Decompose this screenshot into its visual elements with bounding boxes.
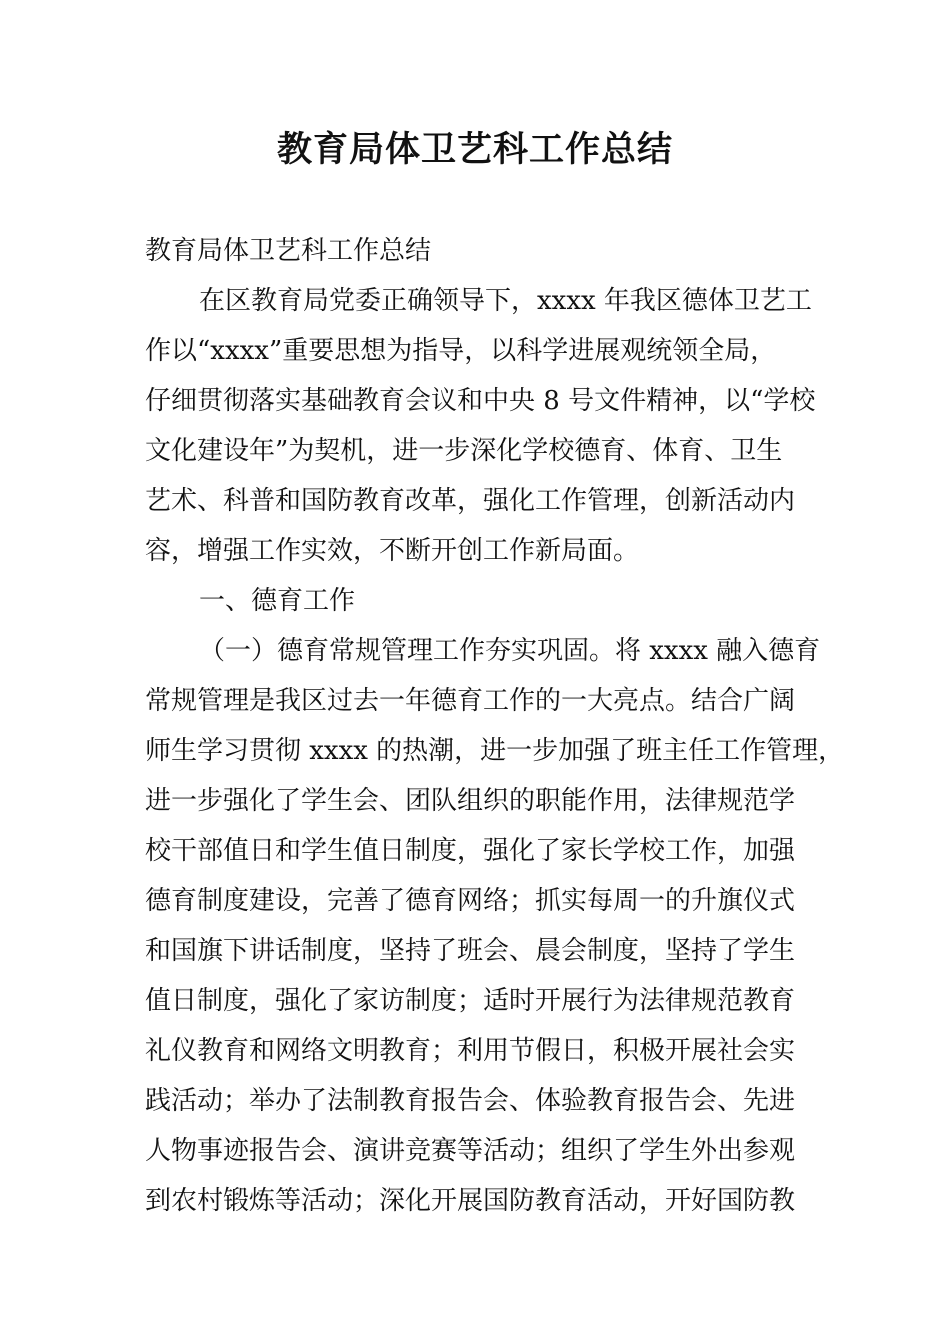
body-line: 人物事迹报告会、演讲竞赛等活动；组织了学生外出参观 — [145, 1136, 796, 1166]
body-line: 到农村锻炼等活动；深化开展国防教育活动，开好国防教 — [145, 1186, 796, 1216]
section-heading: 一、德育工作 — [199, 586, 356, 616]
body-line: 文化建设年”为契机，进一步深化学校德育、体育、卫生 — [145, 436, 783, 466]
body-line: 德育制度建设，完善了德育网络；抓实每周一的升旗仪式 — [145, 886, 796, 916]
body-line: 艺术、科普和国防教育改革，强化工作管理，创新活动内 — [145, 486, 796, 516]
body-line: 校干部值日和学生值日制度，强化了家长学校工作，加强 — [145, 836, 796, 866]
document-title: 教育局体卫艺科工作总结 — [276, 130, 673, 170]
body-line: 值日制度，强化了家访制度；适时开展行为法律规范教育 — [145, 986, 796, 1016]
body-line: 进一步强化了学生会、团队组织的职能作用，法律规范学 — [145, 786, 796, 816]
body-line: 师生学习贯彻 xxxx 的热潮，进一步加强了班主任工作管理， — [145, 736, 845, 766]
document-body — [145, 226, 845, 1226]
body-line: 常规管理是我区过去一年德育工作的一大亮点。结合广阔 — [145, 686, 796, 716]
body-line: 仔细贯彻落实基础教育会议和中央 8 号文件精神，以“学校 — [145, 386, 816, 416]
body-line: 容，增强工作实效，不断开创工作新局面。 — [145, 536, 640, 566]
body-line: 在区教育局党委正确领导下，xxxx 年我区德体卫艺工 — [199, 286, 812, 316]
body-line: 教育局体卫艺科工作总结 — [145, 236, 432, 266]
body-line: 和国旗下讲话制度，坚持了班会、晨会制度，坚持了学生 — [145, 936, 796, 966]
body-line: 作以“xxxx”重要思想为指导，以科学进展观统领全局， — [145, 336, 777, 366]
body-line: 礼仪教育和网络文明教育；利用节假日，积极开展社会实 — [145, 1036, 796, 1066]
body-line: 践活动；举办了法制教育报告会、体验教育报告会、先进 — [145, 1086, 796, 1116]
body-line: （一）德育常规管理工作夯实巩固。将 xxxx 融入德育 — [199, 636, 821, 666]
